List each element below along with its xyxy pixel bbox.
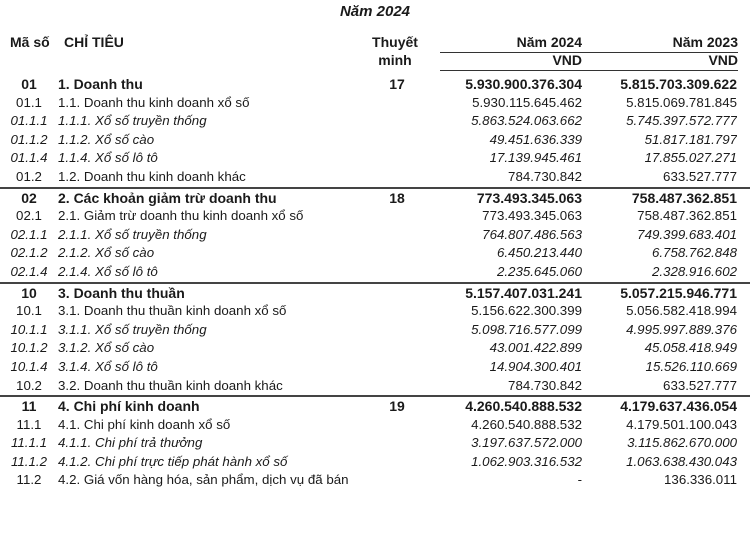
row-note	[358, 339, 436, 358]
row-code: 02	[0, 188, 58, 208]
row-value-2023: 5.056.582.418.994	[626, 303, 737, 319]
row-item: 2.1. Giảm trừ doanh thu kinh doanh xổ số	[58, 208, 304, 224]
row-code: 11.1.2	[11, 453, 47, 469]
row-note	[358, 94, 436, 113]
table-row	[0, 112, 750, 131]
row-note	[358, 244, 436, 263]
row-item: 2.1.2. Xổ số cào	[58, 245, 155, 261]
row-value-2023: 633.527.777	[663, 377, 737, 393]
row-padding	[737, 112, 750, 131]
table-row	[0, 416, 750, 435]
row-value-2024: 43.001.422.899	[489, 340, 582, 356]
row-item: 3.1.4. Xổ số lô tô	[58, 358, 158, 374]
row-value-2024: 1.062.903.316.532	[471, 453, 582, 469]
row-item: 2. Các khoản giảm trừ doanh thu	[58, 188, 358, 208]
row-value-2023: 5.057.215.946.771	[582, 283, 737, 303]
header-code: Mã số	[10, 34, 50, 50]
row-item: 4.1. Chi phí kinh doanh xổ số	[58, 416, 231, 432]
row-value-2023: 749.399.683.401	[637, 226, 737, 242]
period-title: Năm 2024	[339, 3, 411, 20]
row-note	[358, 207, 436, 226]
row-item: 1. Doanh thu	[58, 76, 143, 92]
row-padding	[737, 283, 750, 303]
row-padding	[737, 263, 750, 283]
row-padding	[737, 471, 750, 490]
header-rule-bottom	[440, 70, 738, 71]
row-padding	[737, 207, 750, 226]
row-value-2023: 2.328.916.602	[651, 263, 737, 279]
table-row	[0, 471, 750, 490]
row-padding	[737, 321, 750, 340]
row-value-2023: 15.526.110.669	[645, 358, 737, 374]
table-row	[0, 94, 750, 113]
row-item: 4.1.2. Chi phí trực tiếp phát hành xổ số	[58, 453, 288, 469]
table-row	[0, 226, 750, 245]
row-note	[358, 302, 436, 321]
row-note	[358, 434, 436, 453]
row-item: 1.1. Doanh thu kinh doanh xổ số	[58, 94, 250, 110]
row-note	[358, 358, 436, 377]
row-item: 4.1.1. Chi phí trả thưởng	[58, 435, 203, 451]
row-code: 01.1	[16, 94, 42, 110]
row-value-2023: 1.063.638.430.043	[626, 453, 737, 469]
row-value-2024: 773.493.345.063	[436, 188, 582, 208]
table-row	[0, 244, 750, 263]
row-value-2024: 49.451.636.339	[489, 131, 582, 147]
row-padding	[737, 453, 750, 472]
row-value-2024: 5.156.622.300.399	[471, 303, 582, 319]
row-code: 10.1	[16, 303, 42, 319]
row-note	[358, 283, 436, 303]
row-code: 10	[0, 283, 58, 303]
row-code: 01.2	[16, 168, 42, 184]
income-statement-table	[0, 75, 750, 490]
row-note	[358, 453, 436, 472]
table-row	[0, 283, 750, 303]
row-note	[358, 112, 436, 131]
table-row	[0, 188, 750, 208]
row-value-2023: 6.758.762.848	[651, 245, 737, 261]
row-code: 11.1	[16, 416, 42, 432]
row-item: 1.1.1. Xổ số truyền thống	[58, 113, 207, 129]
header-unit-2024: VND	[552, 52, 582, 68]
row-item: 2.1.1. Xổ số truyền thống	[58, 226, 207, 242]
row-padding	[737, 226, 750, 245]
row-padding	[737, 302, 750, 321]
row-padding	[737, 377, 750, 397]
table-row	[0, 396, 750, 416]
row-note	[358, 131, 436, 150]
table-row	[0, 263, 750, 283]
row-padding	[737, 131, 750, 150]
row-note	[358, 416, 436, 435]
row-value-2023: 758.487.362.851	[582, 188, 737, 208]
row-note: 18	[358, 188, 436, 208]
table-row	[0, 434, 750, 453]
row-value-2024: 14.904.300.401	[489, 358, 582, 374]
row-note	[358, 263, 436, 283]
row-item: 4.2. Giá vốn hàng hóa, sản phẩm, dịch vụ đã bán	[58, 472, 349, 488]
row-item: 1.1.4. Xổ số lô tô	[58, 150, 158, 166]
row-code: 01.1.1	[10, 113, 48, 129]
table-row	[0, 358, 750, 377]
row-padding	[737, 358, 750, 377]
row-padding	[737, 149, 750, 168]
row-value-2023: 136.336.011	[664, 472, 737, 488]
table-row	[0, 75, 750, 94]
row-item: 3. Doanh thu thuần	[58, 283, 358, 303]
row-value-2023: 5.745.397.572.777	[626, 113, 737, 129]
row-note	[358, 226, 436, 245]
row-value-2023: 4.179.637.436.054	[582, 396, 737, 416]
row-code: 10.2	[16, 377, 42, 393]
row-code: 11	[0, 396, 58, 416]
row-value-2024: 4.260.540.888.532	[471, 416, 582, 432]
row-item: 4. Chi phí kinh doanh	[58, 396, 358, 416]
row-value-2023: 4.179.501.100.043	[626, 416, 737, 432]
row-value-2023: 633.527.777	[663, 168, 737, 184]
row-code: 02.1.2	[10, 245, 48, 261]
row-value-2023: 17.855.027.271	[644, 150, 737, 166]
row-value-2024: 784.730.842	[508, 168, 582, 184]
row-value-2023: 45.058.418.949	[644, 340, 737, 356]
row-value-2024: 6.450.213.440	[496, 245, 582, 261]
table-row	[0, 131, 750, 150]
row-padding	[737, 75, 750, 94]
row-value-2024: 4.260.540.888.532	[436, 396, 582, 416]
row-note: 19	[358, 396, 436, 416]
row-padding	[737, 244, 750, 263]
row-item: 3.1.1. Xổ số truyền thống	[58, 321, 207, 337]
row-item: 3.2. Doanh thu thuần kinh doanh khác	[58, 377, 283, 393]
row-code: 02.1.1	[10, 226, 48, 242]
row-code: 01.1.4	[10, 150, 48, 166]
row-value-2024: 764.807.486.563	[482, 226, 582, 242]
row-code: 02.1	[16, 208, 42, 224]
row-value-2023: 758.487.362.851	[637, 208, 737, 224]
row-padding	[737, 339, 750, 358]
row-value-2023: 3.115.862.670.000	[627, 435, 737, 451]
row-item: 3.1.2. Xổ số cào	[58, 340, 155, 356]
table-row	[0, 321, 750, 340]
row-padding	[737, 188, 750, 208]
row-padding	[737, 396, 750, 416]
row-code: 02.1.4	[10, 263, 48, 279]
row-value-2024: 5.863.524.063.662	[471, 113, 582, 129]
row-code: 11.1.1	[11, 435, 47, 451]
row-note	[358, 168, 436, 188]
row-value-2023: 51.817.181.797	[644, 131, 737, 147]
row-padding	[737, 94, 750, 113]
header-item: CHỈ TIÊU	[64, 34, 124, 50]
row-value-2024: 5.157.407.031.241	[436, 283, 582, 303]
table-row	[0, 168, 750, 188]
row-value-2024: 17.139.945.461	[489, 150, 582, 166]
row-item: 1.2. Doanh thu kinh doanh khác	[58, 168, 246, 184]
row-code: 01	[21, 76, 37, 92]
row-value-2024: -	[577, 472, 582, 488]
row-note	[358, 321, 436, 340]
row-note	[358, 471, 436, 490]
row-value-2024: 3.197.637.572.000	[471, 435, 582, 451]
row-note	[358, 149, 436, 168]
row-value-2023: 5.815.069.781.845	[626, 94, 737, 110]
header-unit-2023: VND	[708, 52, 738, 68]
table-row	[0, 377, 750, 397]
row-value-2024: 784.730.842	[508, 377, 582, 393]
row-padding	[737, 416, 750, 435]
row-item: 3.1. Doanh thu thuần kinh doanh xổ số	[58, 303, 287, 319]
row-item: 1.1.2. Xổ số cào	[58, 131, 155, 147]
header-note-line2: minh	[378, 52, 412, 68]
table-row	[0, 302, 750, 321]
row-padding	[737, 434, 750, 453]
table-row	[0, 339, 750, 358]
row-note	[358, 377, 436, 397]
row-code: 10.1.4	[10, 358, 48, 374]
row-value-2024: 5.930.900.376.304	[465, 76, 582, 92]
row-value-2023: 4.995.997.889.376	[626, 321, 737, 337]
row-code: 10.1.2	[10, 340, 48, 356]
header-year-2024: Năm 2024	[516, 34, 582, 50]
header-note	[360, 33, 430, 69]
row-code: 01.1.2	[10, 131, 48, 147]
header-note-line1: Thuyết	[372, 34, 418, 50]
row-value-2024: 2.235.645.060	[496, 263, 582, 279]
table-row	[0, 453, 750, 472]
row-code: 10.1.1	[10, 321, 48, 337]
row-code: 11.2	[16, 472, 42, 488]
row-value-2023: 5.815.703.309.622	[620, 76, 737, 92]
row-value-2024: 5.930.115.645.462	[472, 94, 582, 110]
row-padding	[737, 168, 750, 188]
row-value-2024: 773.493.345.063	[482, 208, 582, 224]
row-item: 2.1.4. Xổ số lô tô	[58, 263, 158, 279]
table-row	[0, 149, 750, 168]
table-row	[0, 207, 750, 226]
row-value-2024: 5.098.716.577.099	[471, 321, 582, 337]
row-note: 17	[389, 76, 405, 92]
header-year-2023: Năm 2023	[672, 34, 738, 50]
